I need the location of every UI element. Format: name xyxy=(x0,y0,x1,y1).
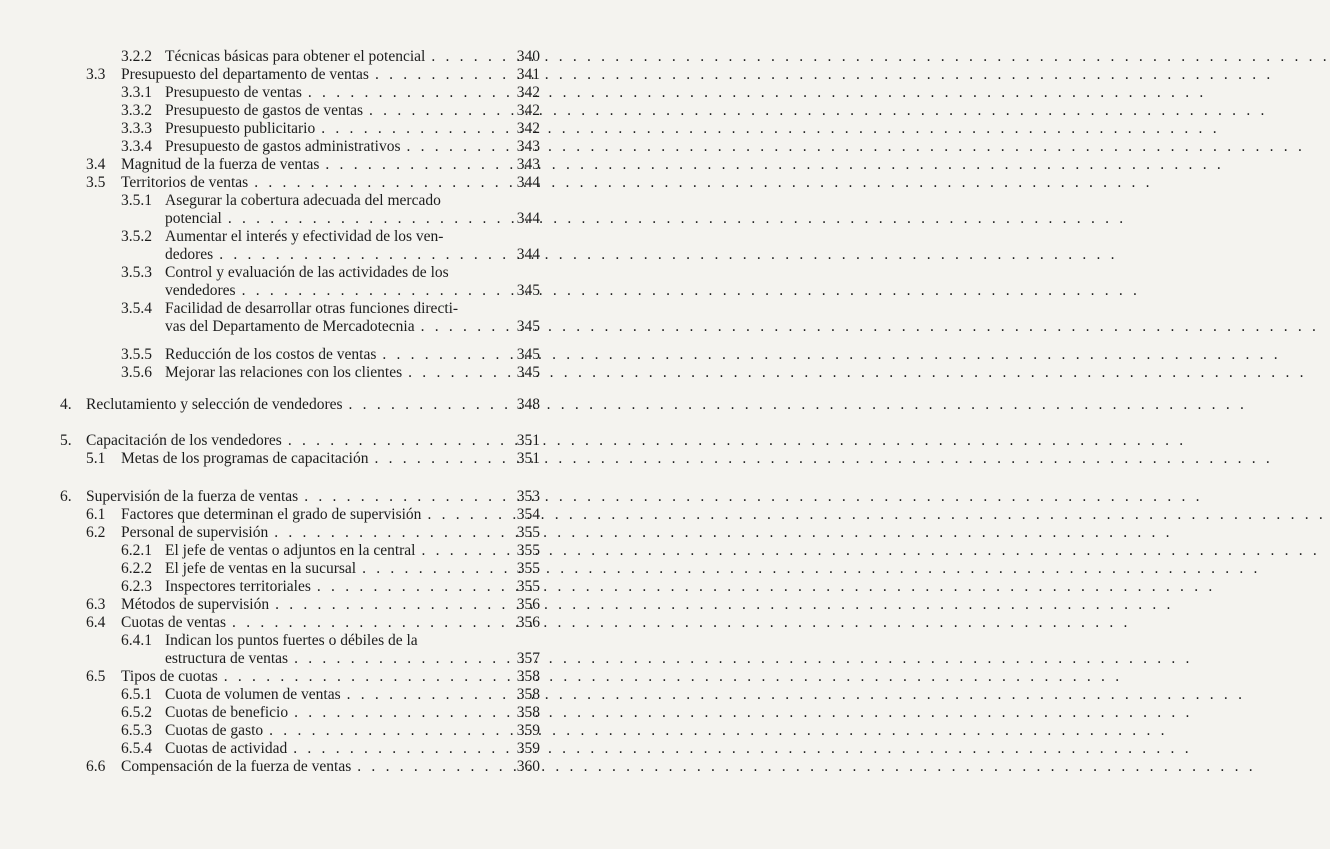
toc-number: 3.5.2 xyxy=(121,228,152,245)
toc-entry xyxy=(121,102,540,120)
toc-page-number: 358 xyxy=(516,686,540,703)
toc-title: Cuotas de ventas xyxy=(121,614,227,631)
toc-leader xyxy=(325,156,510,174)
toc-entry xyxy=(121,264,540,282)
toc-number: 6.2.3 xyxy=(121,578,152,595)
toc-page-number: 359 xyxy=(516,740,540,757)
toc-entry xyxy=(121,84,540,102)
toc-leader xyxy=(275,596,511,614)
toc-entry xyxy=(86,174,540,192)
toc-entry xyxy=(121,542,540,560)
toc-number: 3.5.6 xyxy=(121,364,152,381)
toc-title: Capacitación de los vendedores xyxy=(86,432,282,449)
toc-number: 6.5.4 xyxy=(121,740,152,757)
toc-entry xyxy=(121,346,540,364)
toc-title-continuation: vendedores xyxy=(165,282,236,299)
toc-number: 3.3.2 xyxy=(121,102,152,119)
toc-entry xyxy=(121,578,540,596)
toc-page-number: 355 xyxy=(516,524,540,541)
toc-leader xyxy=(407,138,511,156)
toc-entry-continuation xyxy=(165,246,540,264)
toc-page-number: 344 xyxy=(516,246,540,263)
toc-title: Indican los puntos fuertes o débiles de la xyxy=(165,632,418,649)
toc-page-number: 343 xyxy=(516,138,540,155)
toc-title-continuation: estructura de ventas xyxy=(165,650,289,667)
toc-leader xyxy=(242,282,511,300)
toc-number: 3.5.4 xyxy=(121,300,152,317)
toc-title: Metas de los programas de capacitación xyxy=(121,450,369,467)
toc-entry xyxy=(121,300,540,318)
toc-page-number: 345 xyxy=(516,346,540,363)
toc-number: 3.3 xyxy=(86,66,106,83)
toc-entry xyxy=(121,740,540,758)
toc-leader xyxy=(254,174,511,192)
toc-page-number: 341 xyxy=(516,66,540,83)
toc-title: Supervisión de la fuerza de ventas xyxy=(86,488,299,505)
toc-number: 3.5 xyxy=(86,174,106,191)
toc-number: 6.4.1 xyxy=(121,632,152,649)
toc-title: Aumentar el interés y efectividad de los ven- xyxy=(165,228,444,245)
toc-entry xyxy=(86,596,540,614)
toc-title: Magnitud de la fuerza de ventas xyxy=(121,156,320,173)
toc-number: 6.4 xyxy=(86,614,106,631)
toc-number: 6.5.1 xyxy=(121,686,152,703)
toc-leader xyxy=(427,506,510,524)
toc-leader xyxy=(269,722,511,740)
toc-leader xyxy=(293,740,511,758)
toc-title: Inspectores territoriales xyxy=(165,578,311,595)
toc-title: Métodos de supervisión xyxy=(121,596,270,613)
toc-page-number: 343 xyxy=(516,156,540,173)
toc-entry xyxy=(121,48,540,66)
toc-leader xyxy=(228,210,511,228)
toc-leader xyxy=(362,560,511,578)
toc-title: Cuotas de beneficio xyxy=(165,704,289,721)
toc-leader xyxy=(374,450,510,468)
toc-leader xyxy=(294,704,511,722)
toc-title-continuation: potencial xyxy=(165,210,222,227)
toc-title: Compensación de la fuerza de ventas xyxy=(121,758,352,775)
toc-number: 5.1 xyxy=(86,450,106,467)
toc-entry xyxy=(60,432,540,450)
toc-leader xyxy=(294,650,511,668)
toc-leader xyxy=(375,66,511,84)
toc-entry xyxy=(121,632,540,650)
toc-leader xyxy=(349,396,511,414)
toc-page-number: 345 xyxy=(516,282,540,299)
toc-leader xyxy=(347,686,511,704)
toc-number: 3.5.3 xyxy=(121,264,152,281)
toc-number: 6.2.1 xyxy=(121,542,152,559)
toc-number: 6. xyxy=(60,488,72,505)
toc-entry-continuation xyxy=(165,318,540,336)
toc-page-number: 355 xyxy=(516,578,540,595)
toc-title: Cuota de volumen de ventas xyxy=(165,686,341,703)
toc-title: Cuotas de actividad xyxy=(165,740,288,757)
toc-title: Factores que determinan el grado de supervisión xyxy=(121,506,422,523)
toc-leader xyxy=(317,578,511,596)
toc-number: 4. xyxy=(60,396,72,413)
toc-number: 6.5.3 xyxy=(121,722,152,739)
toc-leader xyxy=(382,346,510,364)
toc-title: Reclutamiento y selección de vendedores xyxy=(86,396,343,413)
toc-leader xyxy=(408,364,511,382)
toc-entry xyxy=(86,614,540,632)
toc-entry xyxy=(86,524,540,542)
toc-page-number: 358 xyxy=(516,704,540,721)
toc-page xyxy=(0,0,600,849)
toc-entry xyxy=(121,704,540,722)
toc-leader xyxy=(232,614,511,632)
toc-title: Presupuesto de ventas xyxy=(165,84,302,101)
toc-page-number: 348 xyxy=(516,396,540,413)
toc-page-number: 356 xyxy=(516,614,540,631)
toc-leader xyxy=(421,318,511,336)
toc-title: Cuotas de gasto xyxy=(165,722,264,739)
toc-title: Control y evaluación de las actividades de los xyxy=(165,264,449,281)
toc-page-number: 355 xyxy=(516,560,540,577)
toc-entry xyxy=(121,228,540,246)
toc-entry xyxy=(86,506,540,524)
toc-entry xyxy=(86,66,540,84)
toc-number: 6.2 xyxy=(86,524,106,541)
toc-entry xyxy=(121,560,540,578)
toc-title: Presupuesto publicitario xyxy=(165,120,316,137)
toc-entry xyxy=(86,668,540,686)
toc-title: Tipos de cuotas xyxy=(121,668,218,685)
toc-page-number: 360 xyxy=(516,758,540,775)
toc-entry-continuation xyxy=(165,210,540,228)
toc-leader xyxy=(321,120,511,138)
toc-page-number: 340 xyxy=(516,48,540,65)
toc-leader xyxy=(421,542,510,560)
toc-number: 6.3 xyxy=(86,596,106,613)
toc-title: Asegurar la cobertura adecuada del mercado xyxy=(165,192,441,209)
toc-entry xyxy=(121,120,540,138)
toc-page-number: 344 xyxy=(516,174,540,191)
toc-leader xyxy=(369,102,511,120)
toc-number: 3.3.4 xyxy=(121,138,152,155)
toc-title: Presupuesto de gastos de ventas xyxy=(165,102,364,119)
toc-entry xyxy=(121,192,540,210)
toc-page-number: 356 xyxy=(516,596,540,613)
toc-title: Presupuesto del departamento de ventas xyxy=(121,66,369,83)
toc-page-number: 358 xyxy=(516,668,540,685)
toc-page-number: 353 xyxy=(516,488,540,505)
toc-leader xyxy=(304,488,511,506)
toc-title: Presupuesto de gastos administrativos xyxy=(165,138,401,155)
toc-title: Técnicas básicas para obtener el potencial xyxy=(165,48,426,65)
toc-leader xyxy=(274,524,511,542)
toc-number: 6.6 xyxy=(86,758,106,775)
toc-page-number: 345 xyxy=(516,364,540,381)
toc-page-number: 355 xyxy=(516,542,540,559)
toc-page-number: 359 xyxy=(516,722,540,739)
toc-entry xyxy=(121,364,540,382)
toc-entry xyxy=(60,488,540,506)
toc-entry xyxy=(86,156,540,174)
toc-page-number: 344 xyxy=(516,210,540,227)
toc-entry-continuation xyxy=(165,650,540,668)
toc-entry xyxy=(121,686,540,704)
toc-entry xyxy=(86,450,540,468)
toc-title: Territorios de ventas xyxy=(121,174,249,191)
toc-entry xyxy=(60,396,540,414)
toc-number: 6.5.2 xyxy=(121,704,152,721)
toc-title: Reducción de los costos de ventas xyxy=(165,346,377,363)
toc-page-number: 354 xyxy=(516,506,540,523)
toc-number: 3.5.5 xyxy=(121,346,152,363)
toc-number: 3.4 xyxy=(86,156,106,173)
toc-page-number: 351 xyxy=(516,432,540,449)
toc-title-continuation: vas del Departamento de Mercadotecnia xyxy=(165,318,415,335)
toc-page-number: 351 xyxy=(516,450,540,467)
toc-page-number: 342 xyxy=(516,102,540,119)
toc-title: El jefe de ventas o adjuntos en la central xyxy=(165,542,416,559)
toc-title: El jefe de ventas en la sucursal xyxy=(165,560,357,577)
toc-page-number: 345 xyxy=(516,318,540,335)
toc-leader xyxy=(219,246,511,264)
toc-leader xyxy=(224,668,511,686)
toc-number: 6.2.2 xyxy=(121,560,152,577)
toc-number: 3.5.1 xyxy=(121,192,152,209)
toc-number: 5. xyxy=(60,432,72,449)
toc-title-continuation: dedores xyxy=(165,246,214,263)
toc-entry-continuation xyxy=(165,282,540,300)
toc-entry xyxy=(86,758,540,776)
toc-leader xyxy=(431,48,510,66)
toc-page-number: 357 xyxy=(516,650,540,667)
toc-number: 6.5 xyxy=(86,668,106,685)
toc-leader xyxy=(357,758,510,776)
toc-leader xyxy=(288,432,511,450)
toc-number: 6.1 xyxy=(86,506,106,523)
toc-page-number: 342 xyxy=(516,84,540,101)
toc-title: Personal de supervisión xyxy=(121,524,269,541)
toc-page-number: 342 xyxy=(516,120,540,137)
toc-leader xyxy=(308,84,511,102)
toc-entry xyxy=(121,722,540,740)
toc-entry xyxy=(121,138,540,156)
toc-title: Facilidad de desarrollar otras funciones directi- xyxy=(165,300,459,317)
toc-number: 3.3.3 xyxy=(121,120,152,137)
toc-title: Mejorar las relaciones con los clientes xyxy=(165,364,403,381)
toc-number: 3.3.1 xyxy=(121,84,152,101)
toc-number: 3.2.2 xyxy=(121,48,152,65)
